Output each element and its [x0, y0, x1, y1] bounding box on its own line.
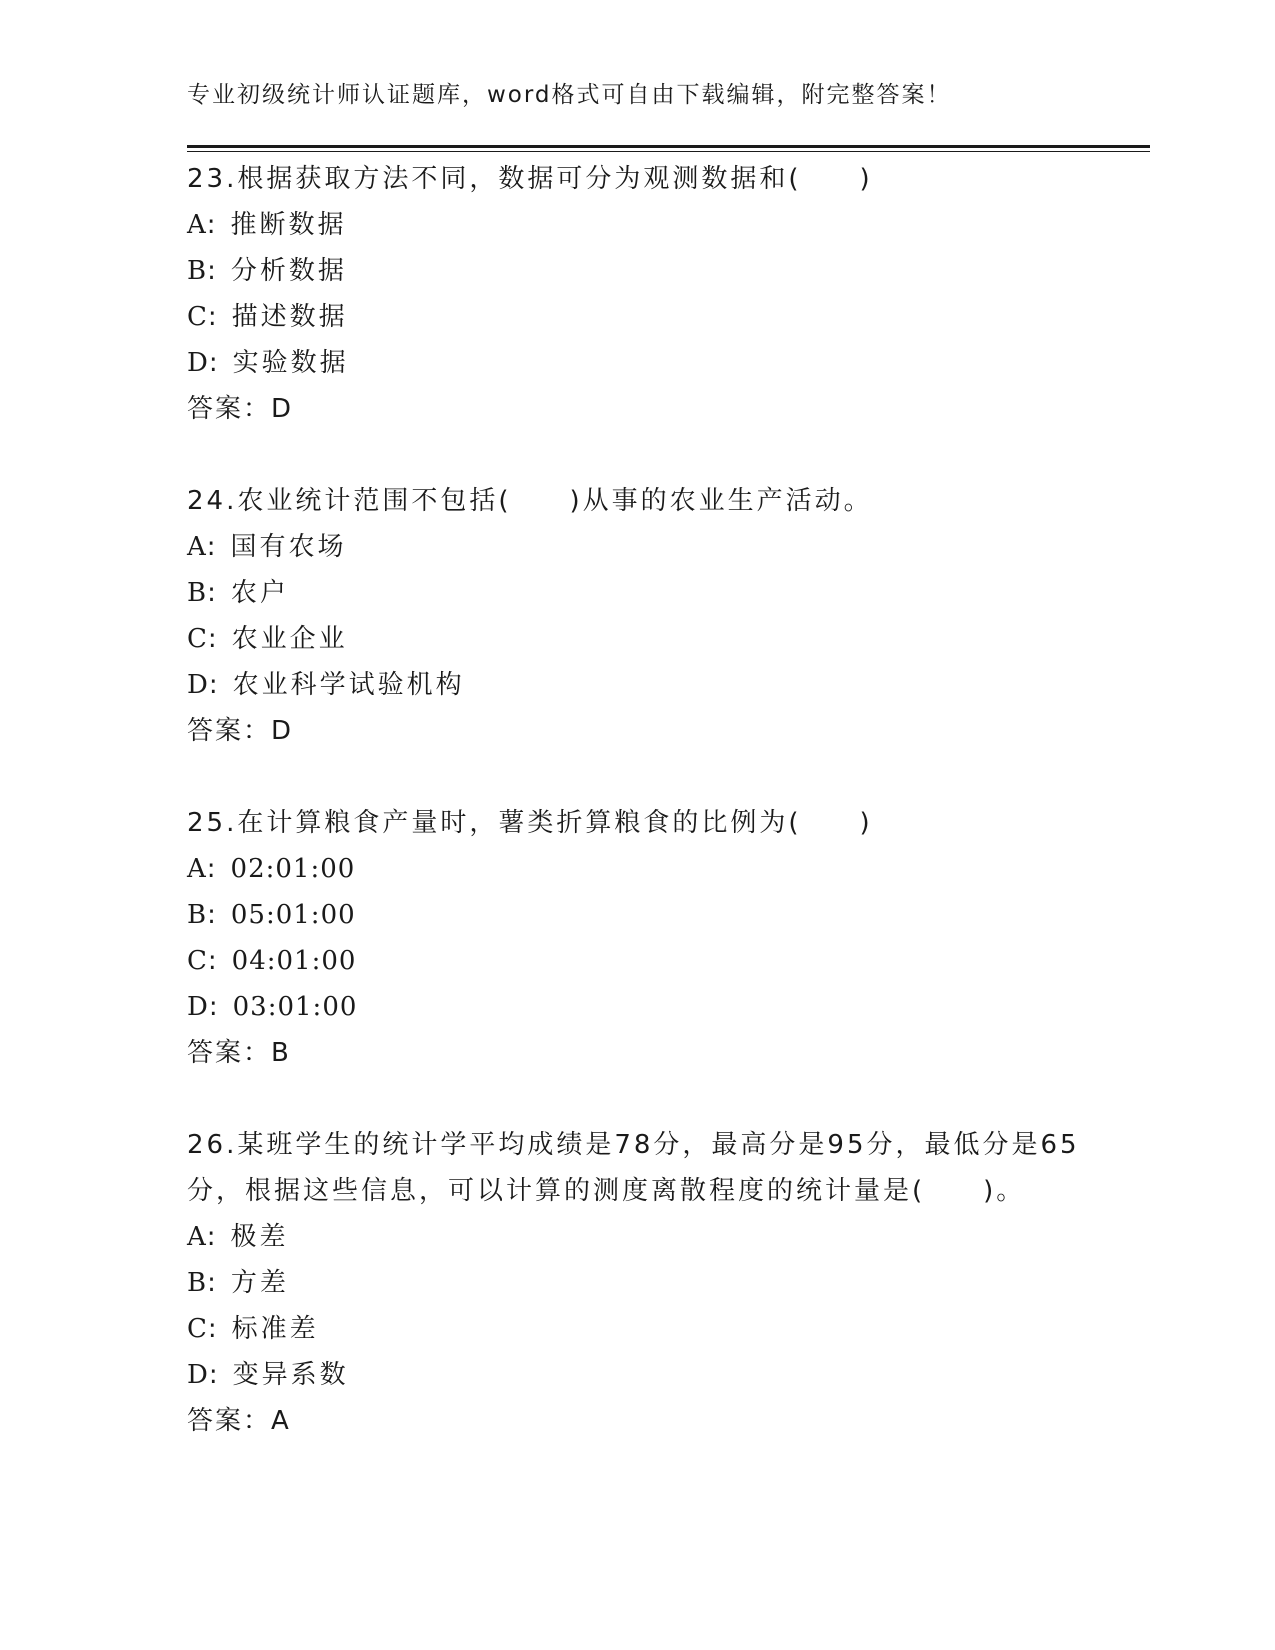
option-a	[187, 1214, 1087, 1260]
answer-label: 答案：	[187, 716, 272, 746]
header-rule-thin	[187, 151, 1150, 152]
answer-value: D	[271, 394, 294, 424]
answer-value: B	[271, 1038, 291, 1068]
option-key: D	[187, 1360, 209, 1390]
option-separator: :	[208, 1360, 221, 1390]
question-25	[187, 800, 1087, 1076]
option-key: A	[187, 532, 207, 562]
option-key: D	[187, 348, 209, 378]
option-text: 国有农场	[230, 532, 347, 562]
option-separator: :	[207, 946, 220, 976]
option-text: 变异系数	[232, 1360, 349, 1390]
option-text: 农户	[230, 578, 289, 608]
answer-label: 答案：	[187, 1038, 272, 1068]
option-text: 农业科学试验机构	[232, 670, 465, 700]
option-text: 标准差	[231, 1314, 319, 1344]
option-d	[187, 984, 1087, 1030]
option-a	[187, 524, 1087, 570]
option-key: C	[187, 946, 208, 976]
option-separator: :	[207, 256, 219, 286]
option-separator: :	[207, 624, 220, 654]
option-d	[187, 340, 1087, 386]
option-key: C	[187, 302, 208, 332]
option-key: B	[187, 256, 208, 286]
option-text: 实验数据	[232, 348, 349, 378]
option-a	[187, 846, 1087, 892]
option-key: C	[187, 624, 208, 654]
option-separator: :	[207, 1314, 220, 1344]
option-text: 03:01:00	[232, 992, 358, 1022]
answer-line	[187, 1398, 1087, 1444]
answer-value: D	[271, 716, 294, 746]
option-separator: :	[208, 670, 221, 700]
option-separator: :	[207, 900, 219, 930]
option-key: A	[187, 854, 207, 884]
option-key: B	[187, 578, 208, 608]
answer-line	[187, 386, 1087, 432]
option-separator: :	[206, 854, 219, 884]
option-key: A	[187, 1222, 207, 1252]
option-text: 推断数据	[230, 210, 347, 240]
answer-line	[187, 708, 1087, 754]
option-key: A	[187, 210, 207, 240]
option-text: 极差	[230, 1222, 289, 1252]
option-d	[187, 662, 1087, 708]
option-b	[187, 570, 1087, 616]
answer-value: A	[271, 1406, 291, 1436]
option-separator: :	[206, 532, 219, 562]
option-a	[187, 202, 1087, 248]
question-stem: 26.某班学生的统计学平均成绩是78分，最高分是95分，最低分是65分，根据这些信息，可以计算的测度离散程度的统计量是( )。	[187, 1130, 1080, 1206]
answer-line	[187, 1030, 1087, 1076]
option-text: 02:01:00	[230, 854, 356, 884]
option-text: 农业企业	[231, 624, 348, 654]
option-key: B	[187, 900, 208, 930]
option-separator: :	[207, 1268, 219, 1298]
option-separator: :	[207, 302, 220, 332]
option-d	[187, 1352, 1087, 1398]
question-23	[187, 156, 1087, 432]
option-key: C	[187, 1314, 208, 1344]
option-b	[187, 1260, 1087, 1306]
option-separator: :	[208, 348, 221, 378]
question-stem: 24.农业统计范围不包括( )从事的农业生产活动。	[187, 486, 873, 516]
header-rule-thick	[187, 145, 1150, 148]
option-key: D	[187, 670, 209, 700]
option-text: 方差	[230, 1268, 289, 1298]
option-key: D	[187, 992, 209, 1022]
question-list	[187, 156, 1087, 1490]
document-header: 专业初级统计师认证题库，word格式可自由下载编辑，附完整答案！	[187, 82, 952, 108]
question-24	[187, 478, 1087, 754]
option-b	[187, 248, 1087, 294]
question-stem: 25.在计算粮食产量时，薯类折算粮食的比例为( )	[187, 808, 873, 838]
option-c	[187, 1306, 1087, 1352]
option-c	[187, 294, 1087, 340]
option-separator: :	[206, 210, 219, 240]
option-c	[187, 616, 1087, 662]
answer-label: 答案：	[187, 1406, 272, 1436]
option-separator: :	[206, 1222, 219, 1252]
option-c	[187, 938, 1087, 984]
option-separator: :	[208, 992, 221, 1022]
option-key: B	[187, 1268, 208, 1298]
option-b	[187, 892, 1087, 938]
option-separator: :	[207, 578, 219, 608]
answer-label: 答案：	[187, 394, 272, 424]
question-26	[187, 1122, 1087, 1444]
option-text: 04:01:00	[231, 946, 357, 976]
option-text: 分析数据	[230, 256, 347, 286]
option-text: 05:01:00	[230, 900, 356, 930]
option-text: 描述数据	[231, 302, 348, 332]
question-stem: 23.根据获取方法不同，数据可分为观测数据和( )	[187, 164, 873, 194]
